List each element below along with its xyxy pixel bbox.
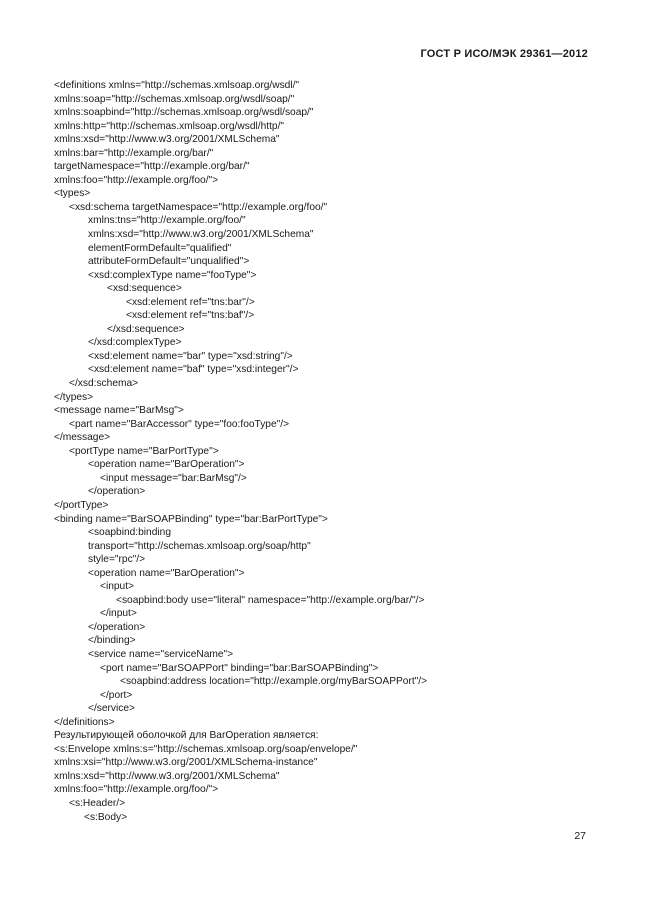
code-line: <operation name="BarOperation"> [88, 459, 245, 471]
code-line: <xsd:element name="baf" type="xsd:integer"/> [88, 364, 299, 376]
code-line: <xsd:sequence> [107, 283, 182, 295]
code-line: <portType name="BarPortType"> [69, 445, 219, 457]
code-line: <xsd:schema targetNamespace="http://example.org/foo/" [69, 201, 328, 213]
code-line: <part name="BarAccessor" type="foo:fooType"/> [69, 418, 290, 430]
code-line: <soapbind:binding [88, 527, 171, 539]
code-line: </xsd:schema> [69, 378, 139, 390]
code-line: <s:Body> [84, 811, 128, 823]
code-line: </xsd:sequence> [107, 323, 185, 335]
code-line: xmlns:http="http://schemas.xmlsoap.org/wsdl/http/" [54, 120, 285, 132]
code-line: <operation name="BarOperation"> [88, 567, 245, 579]
code-line: <s:Envelope xmlns:s="http://schemas.xmlsoap.org/soap/envelope/" [54, 743, 358, 755]
code-line: </message> [54, 432, 111, 444]
code-line: xmlns:foo="http://example.org/foo/"> [54, 174, 219, 186]
code-line: <types> [54, 188, 91, 200]
code-line: xmlns:tns="http://example.org/foo/" [88, 215, 246, 227]
code-line: xmlns:soapbind="http://schemas.xmlsoap.org/wsdl/soap/" [54, 107, 314, 119]
code-line: elementFormDefault="qualified" [88, 242, 232, 254]
code-listing [54, 79, 594, 824]
code-line: xmlns:xsd="http://www.w3.org/2001/XMLSchema" [54, 134, 280, 146]
code-line: </input> [100, 608, 137, 620]
code-line: attributeFormDefault="unqualified"> [88, 256, 250, 268]
code-line: xmlns:foo="http://example.org/foo/"> [54, 784, 219, 796]
code-line: <binding name="BarSOAPBinding" type="bar:BarPortType"> [54, 513, 328, 525]
code-line: <soapbind:body use="literal" namespace="http://example.org/bar/"/> [116, 594, 425, 606]
code-line: <soapbind:address location="http://example.org/myBarSOAPPort"/> [120, 676, 428, 688]
code-line: </operation> [88, 486, 146, 498]
code-line: </port> [100, 689, 133, 701]
code-line: xmlns:soap="http://schemas.xmlsoap.org/wsdl/soap/" [54, 93, 295, 105]
code-line: <s:Header/> [69, 797, 126, 809]
code-line: xmlns:xsd="http://www.w3.org/2001/XMLSchema" [88, 229, 314, 241]
code-line: targetNamespace="http://example.org/bar/" [54, 161, 250, 173]
code-line: </types> [54, 391, 94, 403]
code-line: <input> [100, 581, 134, 593]
code-line: <service name="serviceName"> [88, 648, 234, 660]
code-line: xmlns:xsd="http://www.w3.org/2001/XMLSchema" [54, 770, 280, 782]
code-line: </service> [88, 703, 135, 715]
code-line: <xsd:complexType name="fooType"> [88, 269, 257, 281]
page-number: 27 [574, 830, 586, 842]
code-line: </definitions> [54, 716, 115, 728]
document-standard-header: ГОСТ Р ИСО/МЭК 29361—2012 [420, 48, 588, 60]
code-line: </portType> [54, 499, 109, 511]
code-line: <xsd:element ref="tns:baf"/> [126, 310, 255, 322]
code-line: <definitions xmlns="http://schemas.xmlsoap.org/wsdl/" [54, 80, 300, 91]
code-line: Результирующей оболочкой для BarOperation является: [54, 730, 319, 742]
code-line: transport="http://schemas.xmlsoap.org/soap/http" [88, 540, 311, 552]
code-line: style="rpc"/> [88, 554, 146, 566]
code-line: <xsd:element name="bar" type="xsd:string"/> [88, 350, 293, 362]
code-line: </xsd:complexType> [88, 337, 182, 349]
code-line: <input message="bar:BarMsg"/> [100, 472, 247, 484]
code-line: <message name="BarMsg"> [54, 405, 184, 417]
code-line: xmlns:xsi="http://www.w3.org/2001/XMLSchema-instance" [54, 757, 318, 769]
code-line: xmlns:bar="http://example.org/bar/" [54, 147, 214, 159]
code-line: <port name="BarSOAPPort" binding="bar:BarSOAPBinding"> [100, 662, 379, 674]
code-line: </binding> [88, 635, 136, 647]
code-line: <xsd:element ref="tns:bar"/> [126, 296, 255, 308]
code-line: </operation> [88, 621, 146, 633]
